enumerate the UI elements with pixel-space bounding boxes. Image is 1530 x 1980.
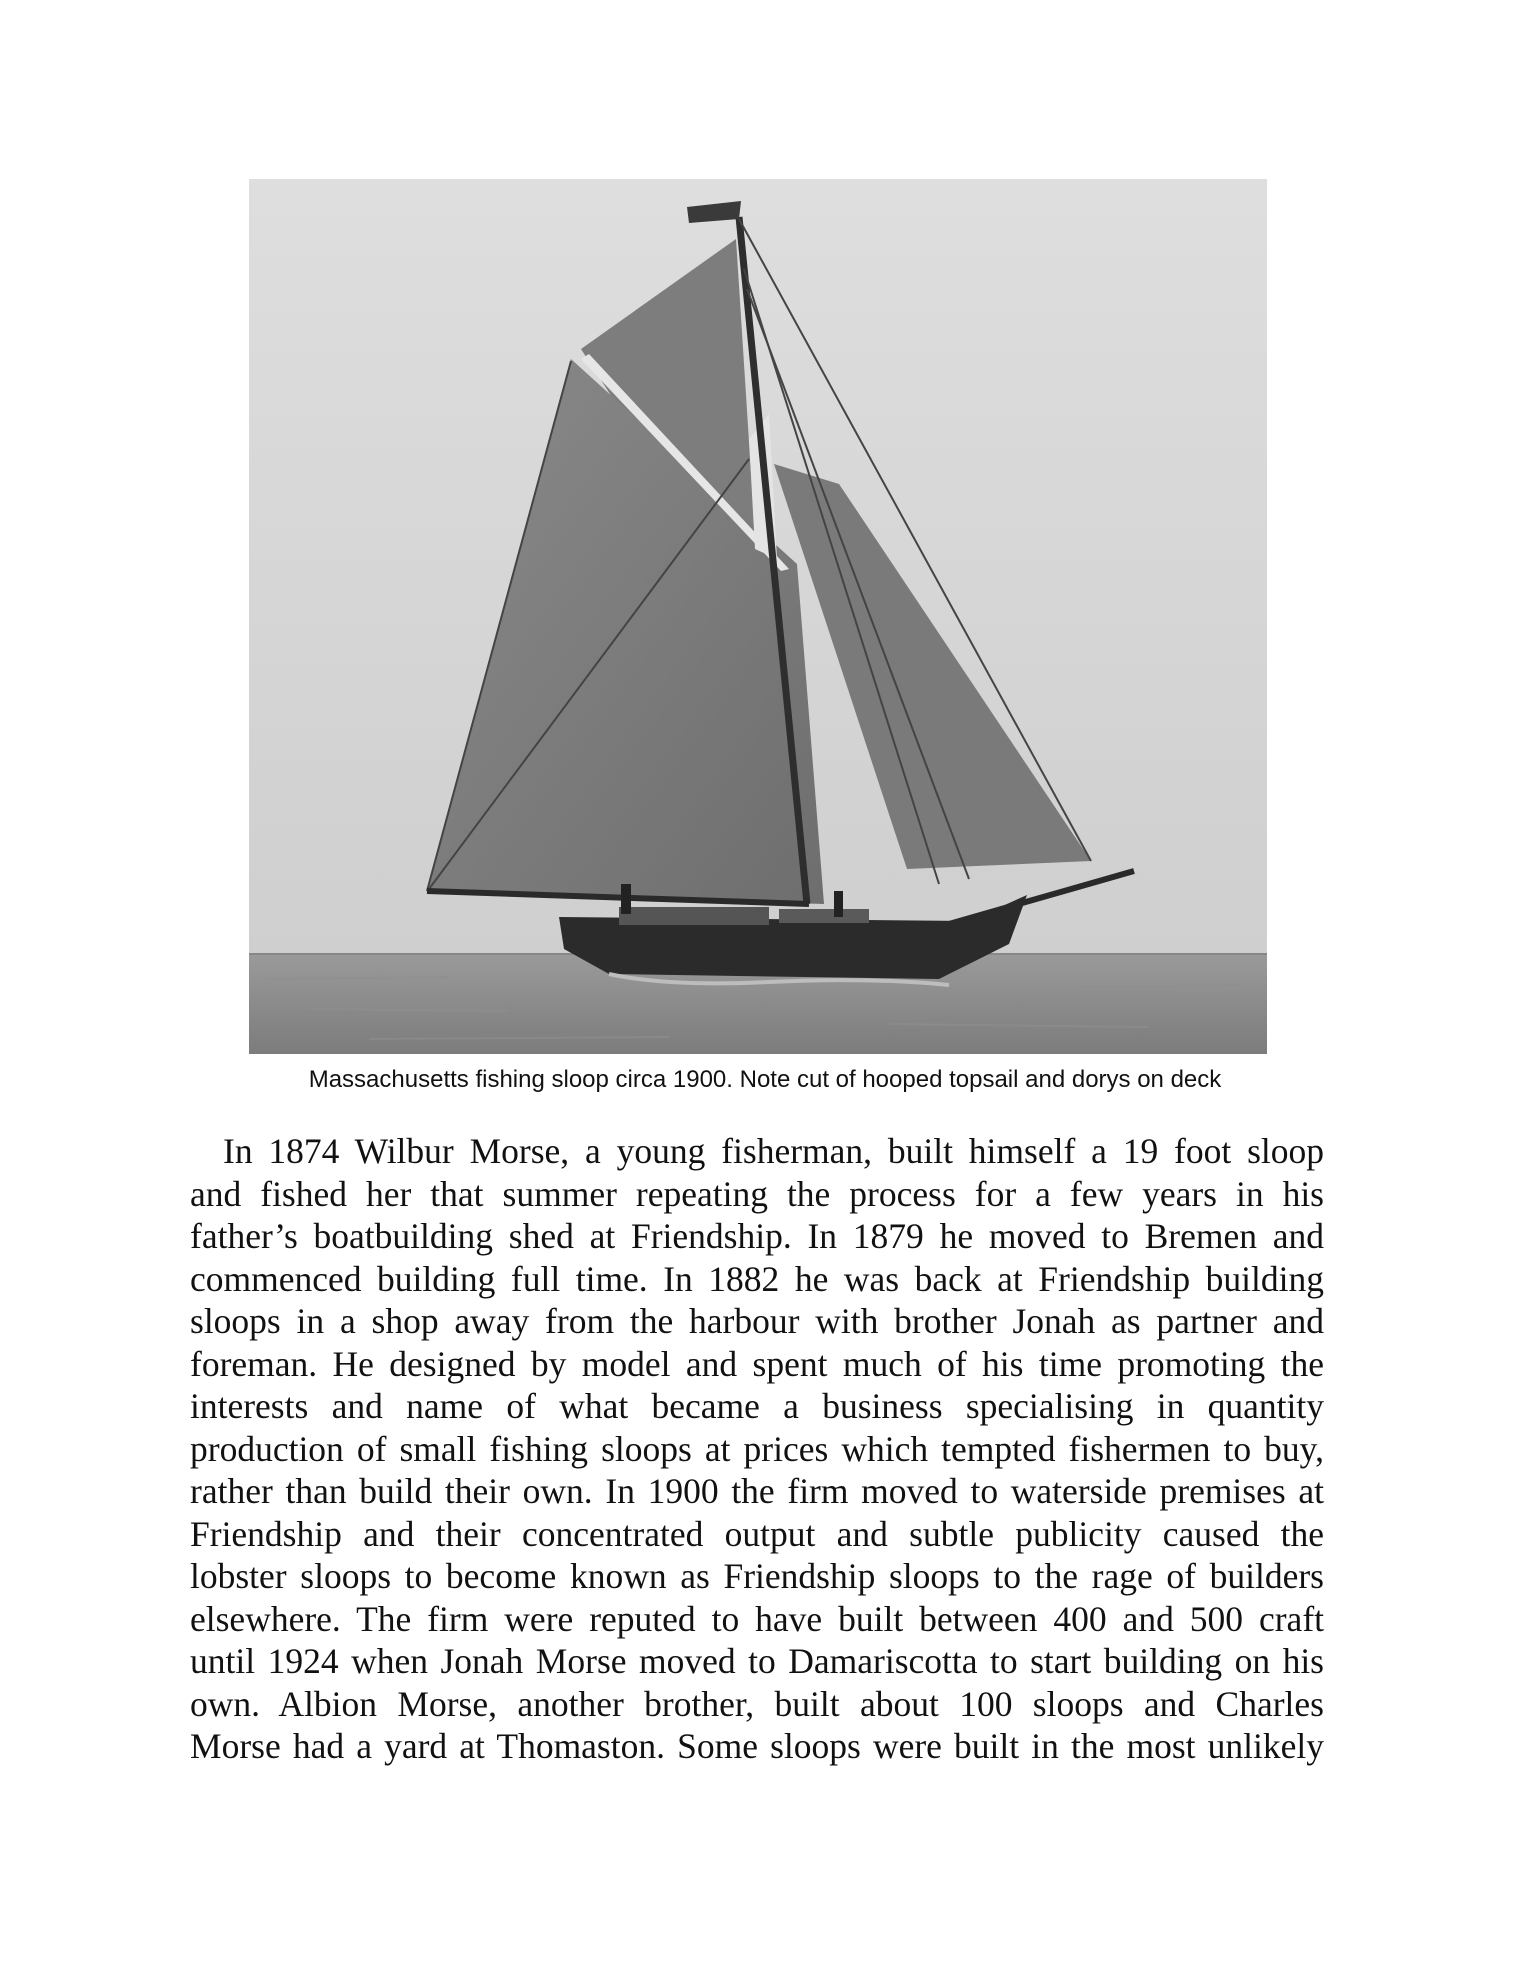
paragraph-line: interests and name of what became a business specialising in quantity	[190, 1386, 1324, 1426]
paragraph-line: lobster sloops to become known as Friendship sloops to the rage of builders	[190, 1556, 1324, 1596]
paragraph-line: until 1924 when Jonah Morse moved to Damariscotta to start building on his	[190, 1641, 1324, 1681]
paragraph-line: father’s boatbuilding shed at Friendship. In 1879 he moved to Bremen and	[190, 1216, 1324, 1256]
paragraph-line: foreman. He designed by model and spent much of his time promoting the	[190, 1343, 1324, 1384]
paragraph-line: In 1874 Wilbur Morse, a young fisherman, built himself a 19 foot sloop	[223, 1131, 1324, 1171]
body-paragraph	[190, 1130, 1324, 1768]
paragraph-line: elsewhere. The firm were reputed to have built between 400 and 500 craft	[190, 1598, 1324, 1639]
figure-caption: Massachusetts fishing sloop circa 1900. Note cut of hooped topsail and dorys on deck	[308, 1066, 1222, 1093]
paragraph-line: production of small fishing sloops at prices which tempted fishermen to buy,	[190, 1428, 1324, 1469]
paragraph-line: own. Albion Morse, another brother, built about 100 sloops and Charles	[190, 1683, 1324, 1724]
paragraph-line: commenced building full time. In 1882 he was back at Friendship building	[190, 1258, 1324, 1299]
paragraph-line: sloops in a shop away from the harbour with brother Jonah as partner and	[190, 1301, 1324, 1341]
dory	[619, 907, 769, 925]
paragraph-line: Morse had a yard at Thomaston. Some sloops were built in the most unlikely	[190, 1726, 1324, 1766]
paragraph-line: rather than build their own. In 1900 the firm moved to waterside premises at	[190, 1471, 1324, 1511]
paragraph-line: Friendship and their concentrated output and subtle publicity caused the	[190, 1513, 1324, 1554]
paragraph-line: and fished her that summer repeating the process for a few years in his	[190, 1173, 1324, 1214]
sloop-photo	[249, 179, 1267, 1054]
